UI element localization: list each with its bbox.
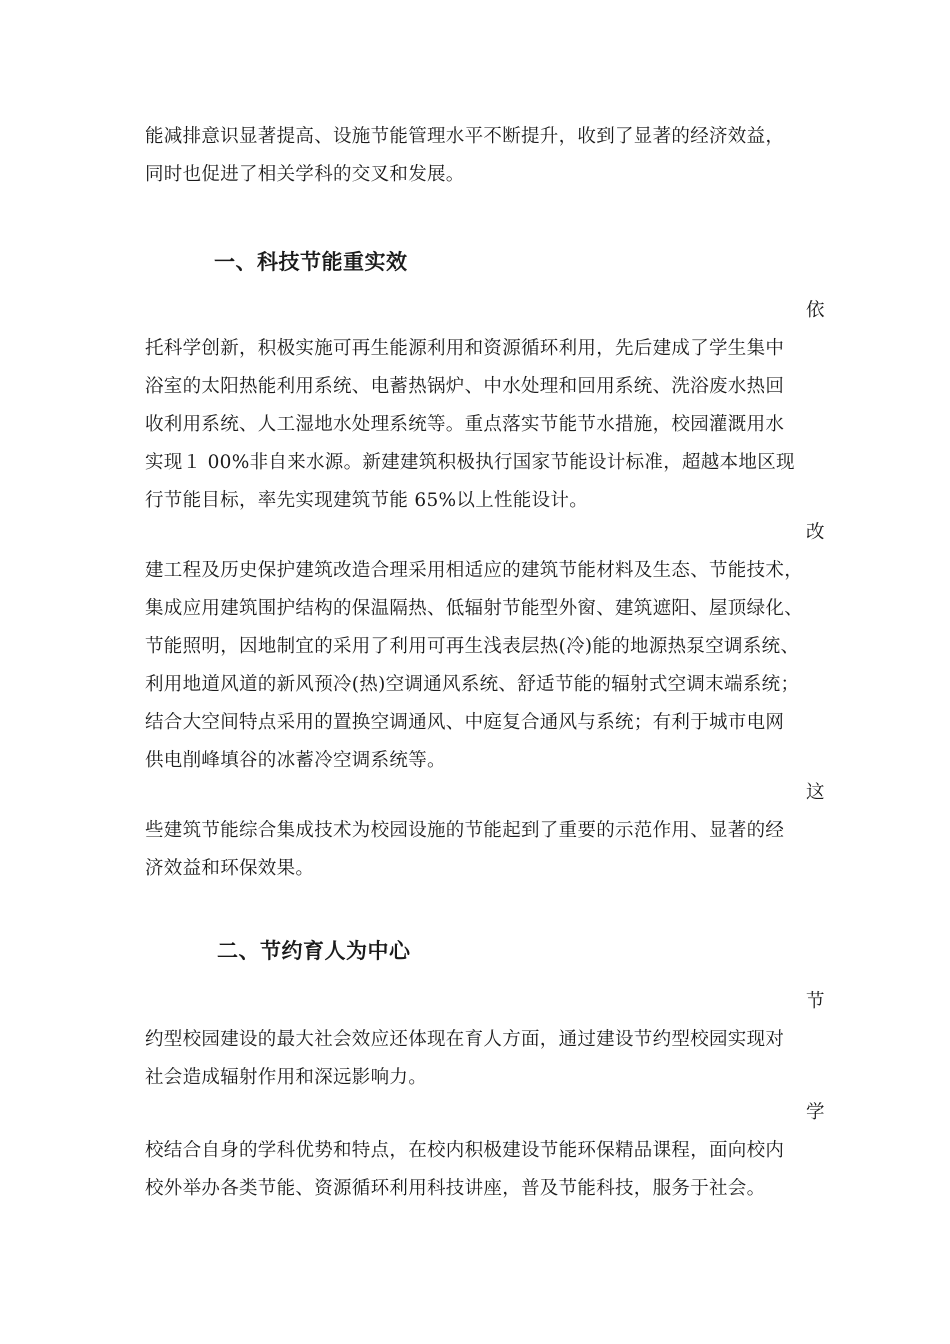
paragraph-line: 建工程及历史保护建筑改造合理采用相适应的建筑节能材料及生态、节能技术， — [145, 560, 804, 581]
paragraph-lead-char: 学 — [806, 1102, 825, 1123]
paragraph-line: 校外举办各类节能、资源循环利用科技讲座，普及节能科技，服务于社会。 — [145, 1178, 766, 1199]
section-heading: 一、科技节能重实效 — [214, 250, 408, 274]
paragraph-line: 集成应用建筑围护结构的保温隔热、低辐射节能型外窗、建筑遮阳、屋顶绿化、 — [145, 598, 804, 619]
paragraph-line: 利用地道风道的新风预冷(热)空调通风系统、舒适节能的辐射式空调末端系统； — [145, 674, 800, 695]
paragraph-line: 济效益和环保效果。 — [145, 858, 315, 879]
paragraph-line: 社会造成辐射作用和深远影响力。 — [145, 1067, 428, 1088]
paragraph-line: 校结合自身的学科优势和特点，在校内积极建设节能环保精品课程，面向校内 — [145, 1140, 785, 1161]
paragraph-line: 托科学创新，积极实施可再生能源利用和资源循环利用，先后建成了学生集中 — [145, 338, 785, 359]
paragraph-line: 收利用系统、人工湿地水处理系统等。重点落实节能节水措施，校园灌溉用水 — [145, 414, 785, 435]
paragraph-lead-char: 依 — [806, 300, 825, 321]
paragraph-line: 实现１ 00%非自来水源。新建建筑积极执行国家节能设计标准，超越本地区现 — [145, 452, 795, 473]
paragraph-line: 供电削峰填谷的冰蓄冷空调系统等。 — [145, 750, 446, 771]
paragraph-line: 浴室的太阳热能利用系统、电蓄热锅炉、中水处理和回用系统、洗浴废水热回 — [145, 376, 785, 397]
paragraph-line: 行节能目标，率先实现建筑节能 65%以上性能设计。 — [145, 490, 589, 511]
paragraph-line: 结合大空间特点采用的置换空调通风、中庭复合通风与系统；有利于城市电网 — [145, 712, 785, 733]
intro-line: 能减排意识显著提高、设施节能管理水平不断提升，收到了显著的经济效益， — [145, 126, 785, 147]
paragraph-lead-char: 改 — [806, 522, 825, 543]
paragraph-line: 约型校园建设的最大社会效应还体现在育人方面，通过建设节约型校园实现对 — [145, 1029, 785, 1050]
paragraph-line: 些建筑节能综合集成技术为校园设施的节能起到了重要的示范作用、显著的经 — [145, 820, 785, 841]
paragraph-lead-char: 节 — [806, 991, 825, 1012]
paragraph-lead-char: 这 — [806, 782, 825, 803]
intro-line: 同时也促进了相关学科的交叉和发展。 — [145, 164, 465, 185]
section-heading: 二、节约育人为中心 — [217, 939, 411, 963]
paragraph-line: 节能照明，因地制宜的采用了利用可再生浅表层热(冷)能的地源热泵空调系统、 — [145, 636, 800, 657]
